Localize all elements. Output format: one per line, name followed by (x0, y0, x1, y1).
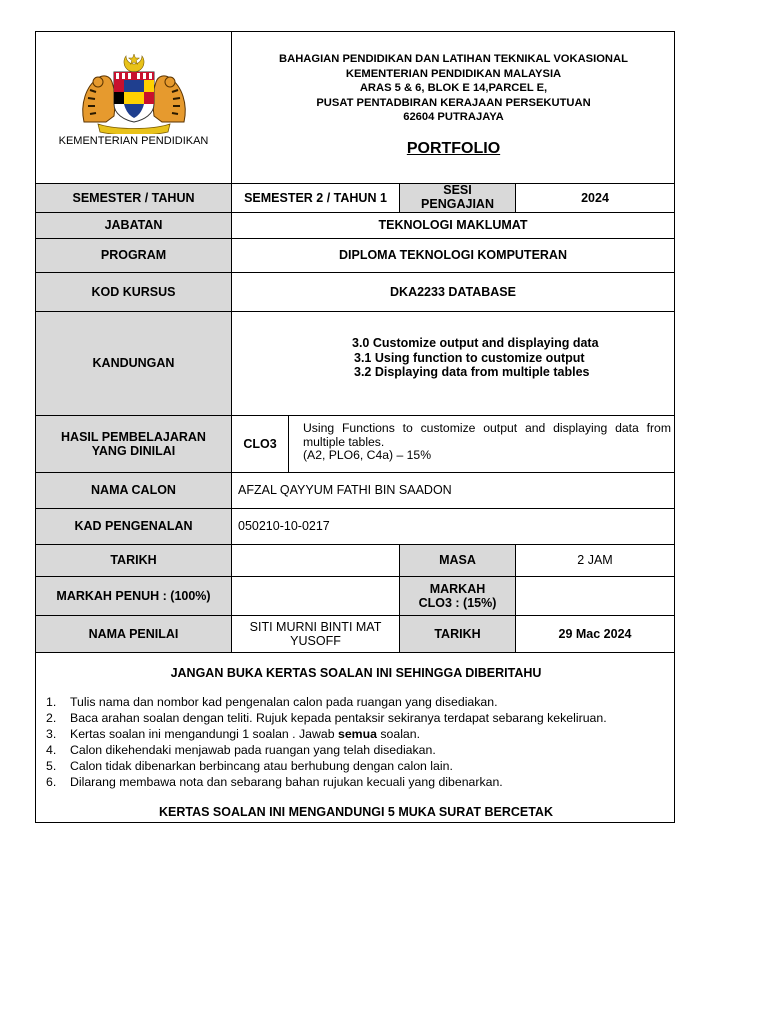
list-item: 2. Baca arahan soalan dengan teliti. Rujuk kepada pentaksir sekiranya terdapat sebarang kekeliruan. (46, 711, 607, 725)
ministry-label: KEMENTERIAN PENDIDIKAN (58, 135, 209, 147)
candidate-name-field[interactable]: AFZAL QAYYUM FATHI BIN SAADON (238, 483, 452, 498)
date-label: TARIKH (110, 553, 157, 568)
program-value: DIPLOMA TEKNOLOGI KOMPUTERAN (338, 248, 567, 263)
address-line-1: BAHAGIAN PENDIDIKAN DAN LATIHAN TEKNIKAL VOKASIONAL (279, 53, 628, 65)
semester-label: SEMESTER / TAHUN (72, 190, 195, 205)
id-number-field[interactable]: 050210-10-0217 (238, 519, 330, 534)
list-item: 4. Calon dikehendaki menjawab pada ruangan yang telah disediakan. (46, 743, 436, 757)
assessor-label: NAMA PENILAI (88, 626, 179, 641)
instructions-list (46, 694, 666, 790)
duration-label: MASA (439, 553, 476, 568)
agency-address (231, 52, 676, 125)
list-item: 1. Tulis nama dan nombor kad pengenalan calon pada ruangan yang disediakan. (46, 695, 498, 709)
full-marks-label: MARKAH PENUH : (100%) (56, 588, 211, 603)
list-item: 6. Dilarang membawa nota dan sebarang bahan rujukan kecuali yang dibenarkan. (46, 775, 503, 789)
duration-value: 2 JAM (577, 553, 613, 568)
outcome-description (303, 422, 671, 463)
clo-marks-label: MARKAH CLO3 : (15%) (418, 581, 497, 610)
exam-cover-sheet (35, 31, 675, 823)
course-code-label: KOD KURSUS (91, 284, 176, 299)
contents-item: 3.1 Using function to customize output (354, 350, 585, 365)
semester-value: SEMESTER 2 / TAHUN 1 (244, 190, 387, 205)
outcome-code: CLO3 (243, 436, 277, 451)
list-item: 3. Kertas soalan ini mengandungi 1 soalan . Jawab semua soalan. (46, 727, 421, 741)
assessor-name: SITI MURNI BINTI MAT YUSOFF (249, 619, 382, 648)
assessor-date-value: 29 Mac 2024 (558, 626, 632, 641)
contents-list (352, 336, 599, 380)
contents-item: 3.0 Customize output and displaying data (352, 336, 599, 350)
id-number-label: KAD PENGENALAN (74, 519, 193, 534)
address-line-5: 62604 PUTRAJAYA (403, 111, 504, 124)
program-label: PROGRAM (100, 248, 167, 263)
outcome-weighting: (A2, PLO6, C4a) – 15% (303, 448, 432, 462)
department-value: TEKNOLOGI MAKLUMAT (378, 218, 528, 233)
learning-outcome-label: HASIL PEMBELAJARAN YANG DINILAI (61, 429, 206, 458)
session-value: 2024 (581, 190, 609, 205)
list-item: 5. Calon tidak dibenarkan berbincang atau berhubung dengan calon lain. (46, 759, 453, 773)
assessor-date-label: TARIKH (434, 626, 481, 641)
department-label: JABATAN (104, 218, 163, 233)
session-label: SESI PENGAJIAN (421, 182, 494, 211)
address-line-2: KEMENTERIAN PENDIDIKAN MALAYSIA (345, 67, 562, 80)
document-title: PORTFOLIO (406, 140, 501, 157)
course-code-value: DKA2233 DATABASE (390, 284, 516, 299)
page-count-note: KERTAS SOALAN INI MENGANDUNGI 5 MUKA SURAT BERCETAK (159, 805, 553, 819)
do-not-open-warning: JANGAN BUKA KERTAS SOALAN INI SEHINGGA DIBERITAHU (170, 666, 542, 680)
address-line-4: PUSAT PENTADBIRAN KERAJAAN PERSEKUTUAN (316, 96, 591, 109)
contents-label: KANDUNGAN (92, 356, 175, 371)
outcome-description-text: Using Functions to customize output and displaying data from multiple tables. (303, 421, 671, 449)
contents-item: 3.2 Displaying data from multiple tables (354, 365, 590, 379)
date-field[interactable] (232, 545, 399, 576)
full-marks-field[interactable] (232, 577, 399, 615)
candidate-name-label: NAMA CALON (91, 483, 176, 498)
malaysia-coat-of-arms-icon (76, 52, 192, 134)
address-line-3: ARAS 5 & 6, BLOK E 14,PARCEL E, (359, 82, 548, 95)
clo-marks-field[interactable] (516, 577, 674, 615)
